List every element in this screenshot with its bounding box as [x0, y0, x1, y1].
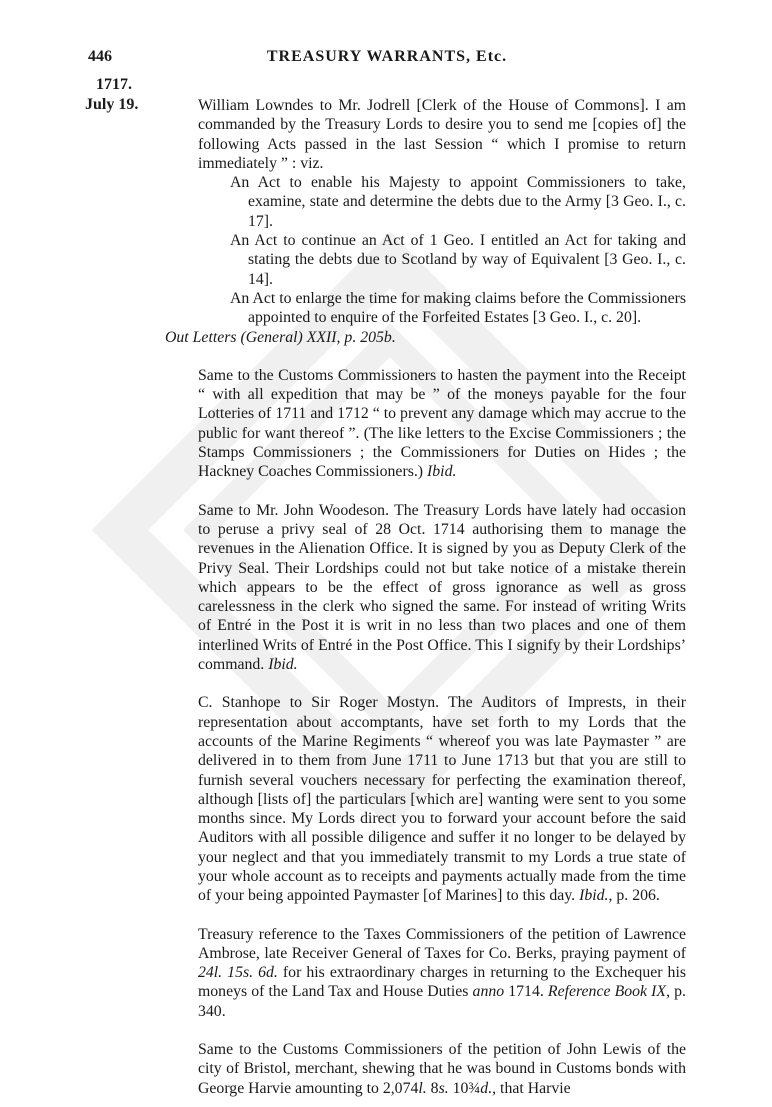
entry-ambrose-text-b: for his extraordinary charges in returning to the Exchequer his moneys of the Land Tax and House Duties — [198, 964, 686, 1001]
act-scotland-equivalent: An Act to continue an Act of 1 Geo. I entitled an Act for taking and stating the debts due to Scotland by way of Equivalent [3 Geo. I., c. 14]. — [230, 232, 686, 288]
pence-value: 10¾ — [448, 1079, 481, 1097]
shillings-value: 8 — [426, 1079, 439, 1097]
entry-customs-lotteries — [198, 366, 686, 482]
entry-ambrose-text-a: Treasury reference to the Taxes Commissioners of the petition of Lawrence Ambrose, late Receiver General of Taxes for Co. Berks, praying payment of — [198, 925, 686, 962]
page-header — [88, 42, 686, 70]
entry-ambrose-text-c: 1714. — [504, 983, 548, 1001]
document-body — [165, 96, 686, 1098]
source-reference-book: Reference Book IX — [547, 983, 667, 1001]
entry-lewis — [198, 1040, 686, 1098]
page-number: 446 — [88, 48, 112, 65]
act-army-debts: An Act to enable his Majesty to appoint Commissioners to take, examine, state and determine the debts due to the Army [3 Geo. I., c. 17]. — [230, 174, 686, 230]
source-ibid: Ibid. — [268, 656, 298, 674]
entry-mostyn — [198, 693, 686, 905]
source-out-letters: Out Letters (General) XXII, p. 205b. — [165, 328, 396, 346]
entry-customs-lotteries-text: Same to the Customs Commissioners to hasten the payment into the Receipt “ with all expedition that may be ” of the moneys payable for the four Lotteries of 1711 and 1712 “ to prevent any damage which may accrue to the public for want thereof ”. (The like letters to the Excise Commissioners ; the Stamps Commissioners ; the Commissioners for Duties on Hides ; the Hackney Coaches Commissioners.) — [198, 366, 686, 481]
source-ibid: Ibid. — [427, 463, 457, 481]
pounds-mark: l. — [418, 1079, 427, 1097]
entry-lowndes-intro: William Lowndes to Mr. Jodrell [Clerk of the House of Commons]. I am commanded by the Treasury Lords to desire you to send me [copies of] the following Acts passed in the last Session “ which I promise to return immediately ” : viz. — [198, 97, 686, 172]
pence-mark: d. — [480, 1079, 493, 1097]
margin-date: July 19. — [85, 96, 139, 113]
amount: 24l. 15s. 6d. — [198, 964, 278, 982]
source-ibid: Ibid. — [579, 887, 609, 905]
act-forfeited-estates: An Act to enlarge the time for making claims before the Commissioners appointed to enquire of the Forfeited Estates [3 Geo. I., c. 20]. — [230, 289, 686, 327]
shillings-mark: s. — [438, 1079, 449, 1097]
source-page: , p. 206. — [608, 887, 660, 905]
anno-word: anno — [472, 983, 505, 1001]
entry-ambrose — [198, 925, 686, 1021]
source-page: , p. 340. — [198, 983, 686, 1020]
entry-lewis-text-a: Same to the Customs Commissioners of the petition of John Lewis of the city of Bristol, merchant, shewing that he was bound in Customs bonds with George Harvie amounting to 2,074 — [198, 1041, 686, 1097]
entry-woodeson-text: Same to Mr. John Woodeson. The Treasury Lords have lately had occasion to peruse a privy seal of 28 Oct. 1714 authorising them to manage the revenues in the Alienation Office. It is signed by you as Deputy Clerk of the Privy Seal. Their Lordships could not but take notice of a mistake therein which appears to be the effect of gross ignorance as well as gross carelessness in the clerk who signed the same. For instead of writing Writs of Entré in the Post it is writ in no less than two places and one of them interlined Writs of Entré in the Post Office. This I signify by their Lordships’ command. — [198, 501, 686, 674]
entry-lewis-text-b: , that Harvie — [492, 1079, 571, 1097]
entry-woodeson — [198, 501, 686, 675]
margin-year: 1717. — [96, 76, 132, 93]
entry-mostyn-text: C. Stanhope to Sir Roger Mostyn. The Auditors of Imprests, in their representation about accomptants, have set forth to my Lords that the accounts of the Marine Regiments “ whereof you was late Paymaster ” are delivered in to them from June 1711 to June 1713 but that you are still to furnish several vouchers necessary for perfecting the examination thereof, although [lists of] the particulars [which are] wanting were sent to you some months since. My Lords direct you to forward your account before the said Auditors with all possible diligence and suffer it no longer to be delayed by your neglect and that you immediately transmit to my Lords a true state of your whole account as to receipts and payments actually made from the time of your being appointed Paymaster [of Marines] to this day. — [198, 694, 686, 905]
running-title: TREASURY WARRANTS, Etc. — [266, 48, 508, 65]
